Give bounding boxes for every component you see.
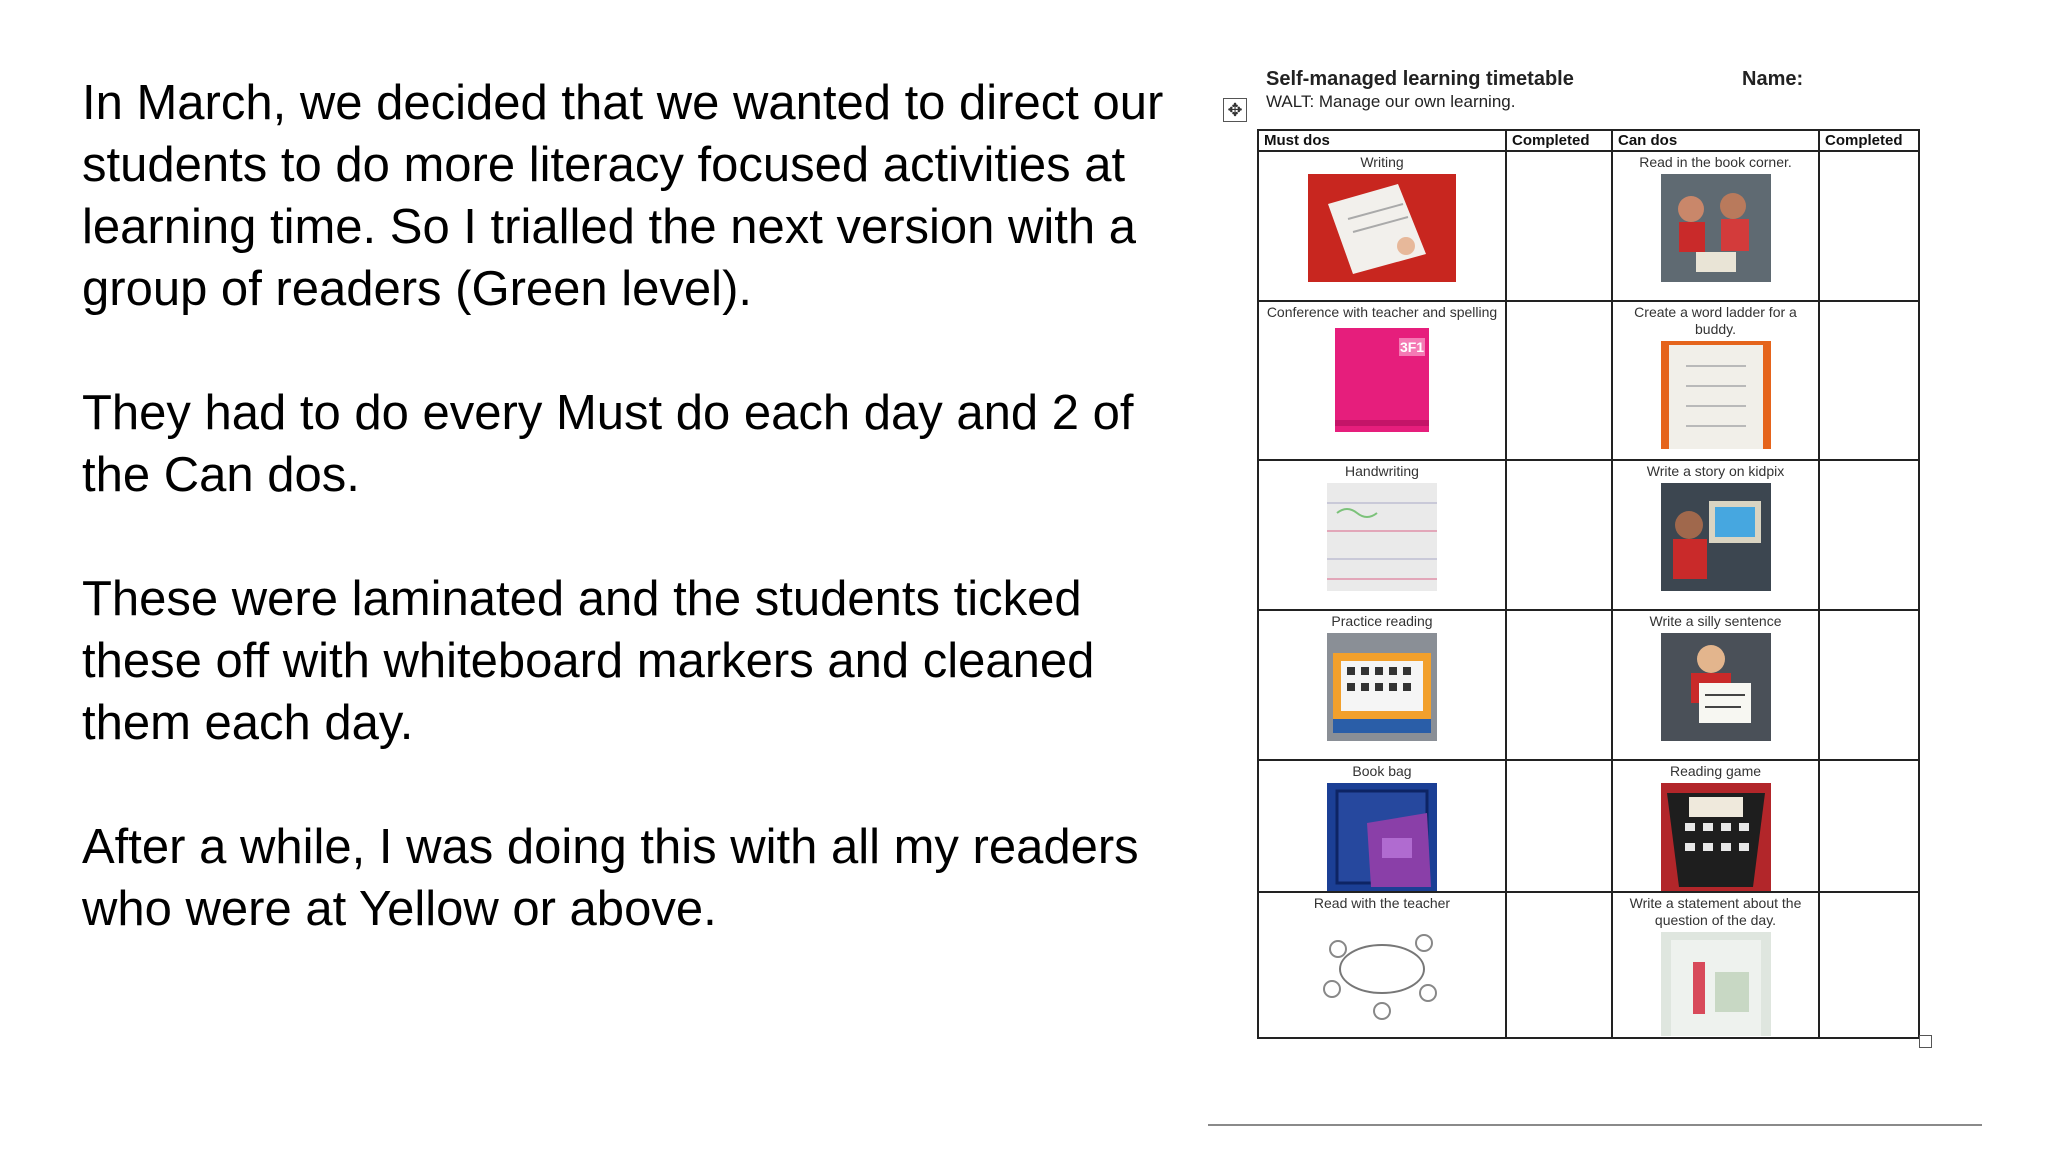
can-do-cell — [1612, 892, 1819, 1038]
column-header: Must dos — [1258, 130, 1506, 151]
silly-sentence-photo — [1661, 633, 1771, 741]
divider-line — [1208, 1124, 1982, 1126]
writing-photo — [1308, 174, 1456, 282]
paragraph-4: After a while, I was doing this with all my readers who were at Yellow or above. — [82, 820, 1139, 936]
column-header: Can dos — [1612, 130, 1819, 151]
must-do-cell — [1258, 892, 1506, 1038]
table-row — [1258, 892, 1919, 1038]
paragraph-3: These were laminated and the students ticked these off with whiteboard markers and cleaned them each day. — [82, 572, 1095, 750]
column-header: Completed — [1819, 130, 1919, 151]
timetable-table — [1257, 129, 1920, 1039]
must-do-label: Book bag — [1352, 763, 1412, 779]
can-do-label: Reading game — [1669, 763, 1762, 779]
resize-handle-icon[interactable] — [1919, 1035, 1932, 1048]
must-do-cell — [1258, 151, 1506, 301]
must-do-label: Practice reading — [1331, 613, 1433, 629]
table-row — [1258, 610, 1919, 760]
walt-text: WALT: Manage our own learning. — [1266, 92, 1516, 111]
column-header: Completed — [1506, 130, 1612, 151]
completed-cell[interactable] — [1819, 301, 1919, 460]
completed-cell[interactable] — [1506, 460, 1612, 610]
must-do-label: Writing — [1360, 154, 1404, 170]
reading-game-photo — [1661, 783, 1771, 891]
spelling-book-photo — [1327, 324, 1437, 432]
paragraph-2: They had to do every Must do each day and 2 of the Can dos. — [82, 386, 1134, 502]
completed-cell[interactable] — [1819, 760, 1919, 892]
must-do-cell — [1258, 301, 1506, 460]
table-row — [1258, 460, 1919, 610]
can-do-label: Read in the book corner. — [1639, 154, 1792, 170]
book-bag-photo — [1327, 783, 1437, 891]
completed-cell[interactable] — [1506, 301, 1612, 460]
completed-cell[interactable] — [1819, 460, 1919, 610]
table-row — [1258, 301, 1919, 460]
kidpix-photo — [1661, 483, 1771, 591]
name-label: Name: — [1742, 68, 1804, 90]
must-do-label: Conference with teacher and spelling — [1266, 304, 1498, 320]
can-do-label: Write a statement about the question of the day. — [1629, 895, 1802, 928]
read-with-teacher-drawing — [1308, 915, 1456, 1023]
can-do-cell — [1612, 760, 1819, 892]
handwriting-photo — [1327, 483, 1437, 591]
move-handle-icon[interactable]: ✥ — [1223, 98, 1247, 122]
must-do-label: Handwriting — [1345, 463, 1419, 479]
completed-cell[interactable] — [1819, 610, 1919, 760]
completed-cell[interactable] — [1506, 610, 1612, 760]
must-do-cell — [1258, 760, 1506, 892]
must-do-cell — [1258, 460, 1506, 610]
completed-cell[interactable] — [1506, 151, 1612, 301]
document-header — [1266, 68, 1866, 112]
can-do-label: Write a silly sentence — [1649, 613, 1782, 629]
question-of-day-photo — [1661, 932, 1771, 1036]
can-do-label: Write a story on kidpix — [1646, 463, 1785, 479]
must-do-cell — [1258, 610, 1506, 760]
can-do-label: Create a word ladder for a buddy. — [1634, 304, 1797, 337]
slide-text — [82, 72, 1172, 1002]
document-title: Self-managed learning timetable — [1266, 68, 1574, 90]
book-corner-photo — [1661, 174, 1771, 282]
paragraph-1: In March, we decided that we wanted to direct our students to do more literacy focused activities at learning time. So I trialled the next version with a group of readers (Green level). — [82, 76, 1164, 316]
can-do-cell — [1612, 610, 1819, 760]
completed-cell[interactable] — [1506, 892, 1612, 1038]
must-do-label: Read with the teacher — [1313, 895, 1451, 911]
can-do-cell — [1612, 151, 1819, 301]
can-do-cell — [1612, 460, 1819, 610]
table-row — [1258, 151, 1919, 301]
spelling-book-label: 3F1 — [1399, 339, 1425, 355]
table-header-row — [1258, 130, 1919, 151]
completed-cell[interactable] — [1819, 892, 1919, 1038]
practice-reading-photo — [1327, 633, 1437, 741]
completed-cell[interactable] — [1819, 151, 1919, 301]
word-ladder-photo — [1661, 341, 1771, 449]
can-do-cell — [1612, 301, 1819, 460]
table-row — [1258, 760, 1919, 892]
completed-cell[interactable] — [1506, 760, 1612, 892]
